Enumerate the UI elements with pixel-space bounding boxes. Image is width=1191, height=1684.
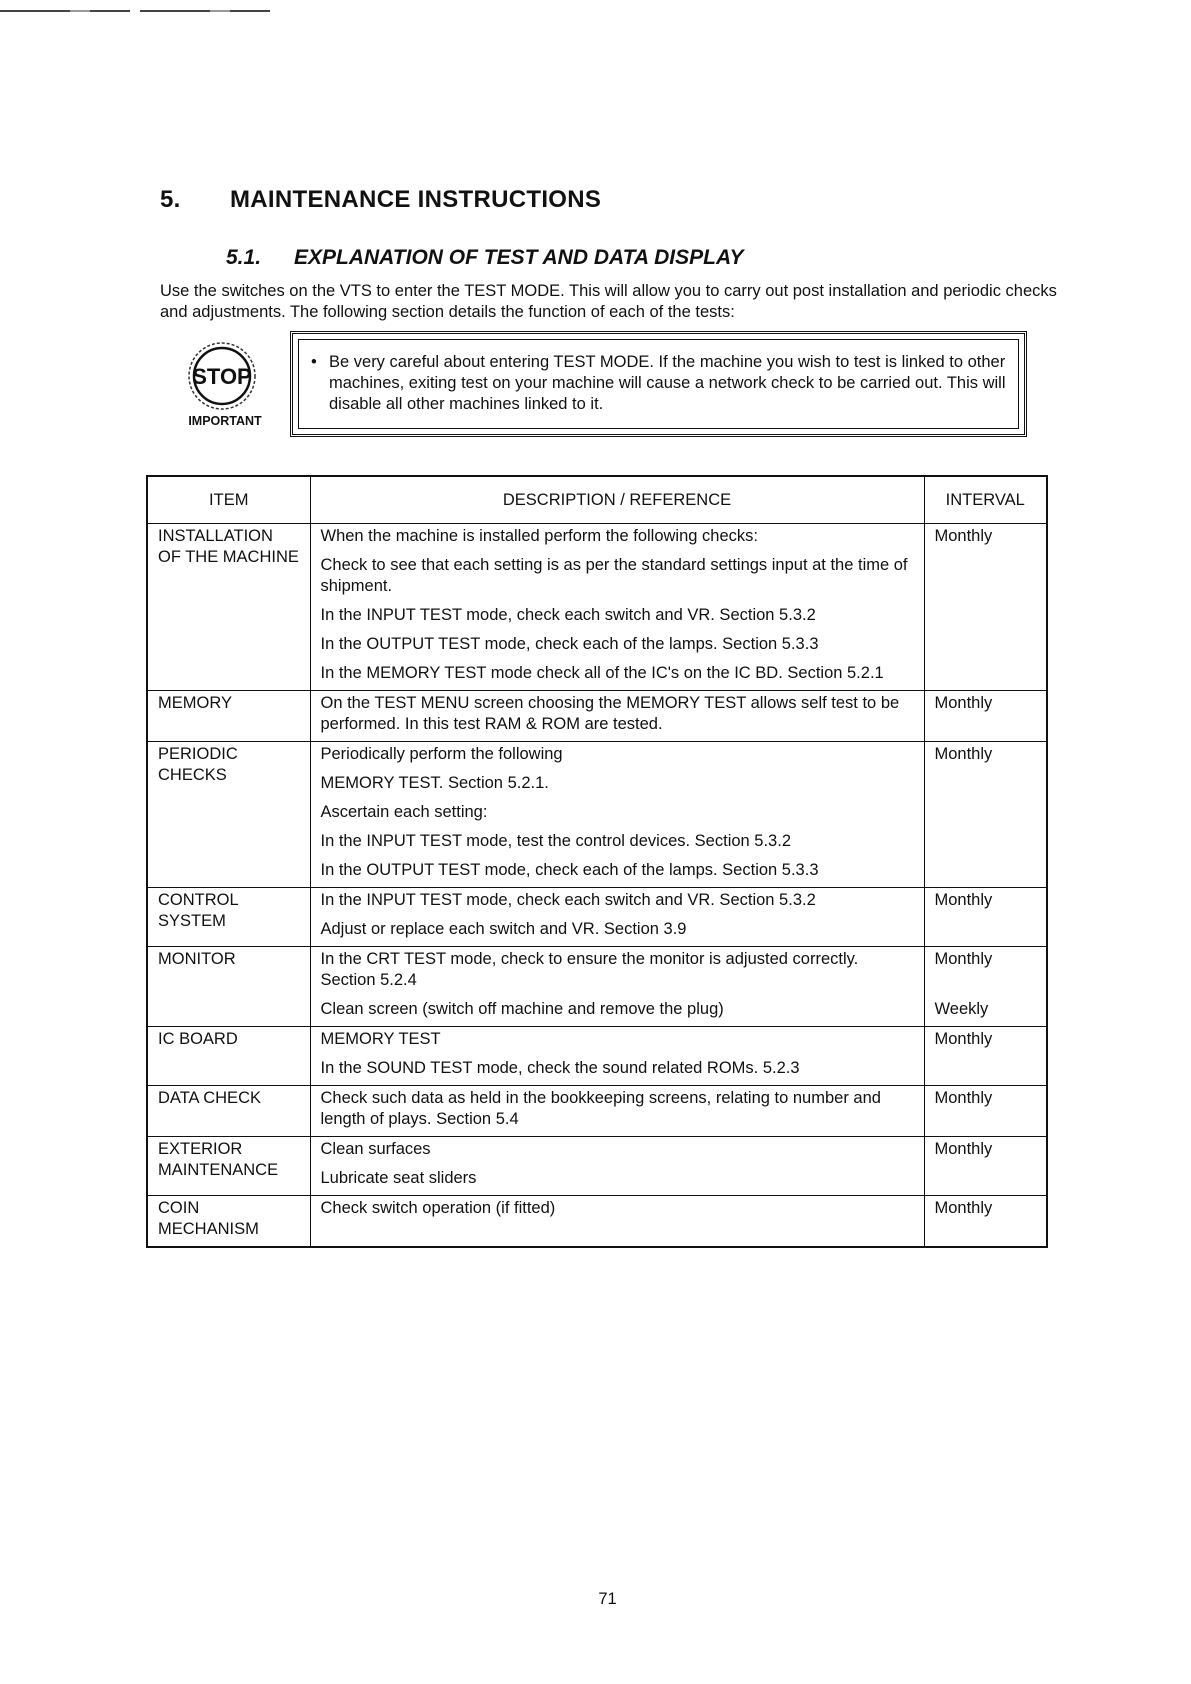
stop-sign-icon bbox=[186, 340, 258, 412]
item-cell: IC BOARD bbox=[147, 1027, 310, 1086]
description-line: In the CRT TEST mode, check to ensure the monitor is adjusted correctly. Section 5.2.4 bbox=[320, 950, 859, 989]
table-body bbox=[147, 524, 1047, 1248]
interval-value: Weekly bbox=[934, 1000, 989, 1018]
description-line: In the MEMORY TEST mode check all of the IC's on the IC BD. Section 5.2.1 bbox=[320, 664, 884, 682]
scan-artifact-line bbox=[0, 10, 270, 12]
description-line: Clean screen (switch off machine and remove the plug) bbox=[320, 1000, 724, 1018]
description-line: Adjust or replace each switch and VR. Section 3.9 bbox=[320, 920, 687, 938]
header-item: ITEM bbox=[147, 476, 310, 524]
table-row bbox=[147, 742, 1047, 888]
description-line: In the INPUT TEST mode, check each switch and VR. Section 5.3.2 bbox=[320, 606, 816, 624]
item-cell: MEMORY bbox=[147, 691, 310, 742]
intro-paragraph: Use the switches on the VTS to enter the TEST MODE. This will allow you to carry out post installation and periodic checks and adjustments. The following section details the function of each of the tests: bbox=[160, 282, 1057, 321]
maintenance-table bbox=[146, 475, 1048, 1248]
interval-value: Monthly bbox=[934, 745, 993, 763]
description-line: Check switch operation (if fitted) bbox=[320, 1199, 556, 1217]
description-line: MEMORY TEST bbox=[320, 1030, 441, 1048]
notice-list bbox=[307, 352, 1010, 415]
page-number: 71 bbox=[598, 1590, 617, 1608]
interval-cell bbox=[924, 888, 1047, 947]
description-cell bbox=[310, 888, 924, 947]
description-line: Check to see that each setting is as per the standard settings input at the time of shipment. bbox=[320, 556, 908, 595]
header-interval: INTERVAL bbox=[924, 476, 1047, 524]
interval-cell bbox=[924, 742, 1047, 888]
notice-text: Be very careful about entering TEST MODE. If the machine you wish to test is linked to other machines, exiting test on your machine will cause a network check to be carried out. This will disable all other machines linked to it. bbox=[329, 353, 1006, 413]
stop-sign-text: STOP bbox=[192, 364, 252, 389]
description-cell bbox=[310, 742, 924, 888]
interval-cell bbox=[924, 1086, 1047, 1137]
description-cell bbox=[310, 524, 924, 691]
table-row bbox=[147, 1137, 1047, 1196]
table-row bbox=[147, 947, 1047, 1027]
subsection-number: 5.1. bbox=[226, 246, 262, 269]
interval-value: Monthly bbox=[934, 1030, 993, 1048]
bullet-icon: • bbox=[311, 353, 317, 371]
item-cell: PERIODIC CHECKS bbox=[147, 742, 310, 888]
item-cell: INSTALLATION OF THE MACHINE bbox=[147, 524, 310, 691]
description-cell bbox=[310, 1086, 924, 1137]
interval-value: Monthly bbox=[934, 527, 993, 545]
description-line: In the INPUT TEST mode, test the control devices. Section 5.3.2 bbox=[320, 832, 791, 850]
table-row bbox=[147, 1196, 1047, 1248]
item-cell: CONTROL SYSTEM bbox=[147, 888, 310, 947]
description-line: Ascertain each setting: bbox=[320, 803, 488, 821]
description-cell bbox=[310, 1137, 924, 1196]
important-stop-badge bbox=[172, 340, 278, 440]
interval-value: Monthly bbox=[934, 1140, 993, 1158]
interval-cell bbox=[924, 691, 1047, 742]
description-line: Periodically perform the following bbox=[320, 745, 563, 763]
table-row bbox=[147, 691, 1047, 742]
section-heading bbox=[160, 186, 601, 214]
subsection-heading bbox=[226, 246, 744, 270]
section-title: MAINTENANCE INSTRUCTIONS bbox=[230, 186, 602, 213]
notice-item bbox=[307, 352, 1010, 415]
subsection-title: EXPLANATION OF TEST AND DATA DISPLAY bbox=[294, 246, 744, 269]
header-description: DESCRIPTION / REFERENCE bbox=[310, 476, 924, 524]
table-row bbox=[147, 524, 1047, 691]
description-cell bbox=[310, 1027, 924, 1086]
description-line: Lubricate seat sliders bbox=[320, 1169, 477, 1187]
section-number: 5. bbox=[160, 186, 181, 213]
interval-value: Monthly bbox=[934, 1089, 993, 1107]
description-line: In the OUTPUT TEST mode, check each of the lamps. Section 5.3.3 bbox=[320, 635, 819, 653]
item-cell: MONITOR bbox=[147, 947, 310, 1027]
table-header-row bbox=[147, 476, 1047, 524]
description-line: In the SOUND TEST mode, check the sound related ROMs. 5.2.3 bbox=[320, 1059, 800, 1077]
description-line: In the INPUT TEST mode, check each switch and VR. Section 5.3.2 bbox=[320, 891, 816, 909]
description-line: Check such data as held in the bookkeeping screens, relating to number and length of plays. Section 5.4 bbox=[320, 1089, 881, 1128]
table-row bbox=[147, 888, 1047, 947]
interval-value: Monthly bbox=[934, 891, 993, 909]
table-row bbox=[147, 1086, 1047, 1137]
item-cell: COIN MECHANISM bbox=[147, 1196, 310, 1248]
interval-value: Monthly bbox=[934, 1199, 993, 1217]
description-cell bbox=[310, 691, 924, 742]
description-cell bbox=[310, 1196, 924, 1248]
interval-cell bbox=[924, 1027, 1047, 1086]
description-line: When the machine is installed perform the following checks: bbox=[320, 527, 758, 545]
interval-cell bbox=[924, 1196, 1047, 1248]
item-cell: DATA CHECK bbox=[147, 1086, 310, 1137]
important-label: IMPORTANT bbox=[188, 414, 262, 428]
description-cell bbox=[310, 947, 924, 1027]
interval-value: Monthly bbox=[934, 950, 993, 968]
description-line: MEMORY TEST. Section 5.2.1. bbox=[320, 774, 549, 792]
item-cell: EXTERIOR MAINTENANCE bbox=[147, 1137, 310, 1196]
description-line: On the TEST MENU screen choosing the MEMORY TEST allows self test to be performed. In this test RAM & ROM are tested. bbox=[320, 694, 900, 733]
interval-cell bbox=[924, 1137, 1047, 1196]
interval-cell bbox=[924, 947, 1047, 1027]
interval-cell bbox=[924, 524, 1047, 691]
table-row bbox=[147, 1027, 1047, 1086]
description-line: Clean surfaces bbox=[320, 1140, 431, 1158]
important-notice-box bbox=[290, 331, 1027, 437]
interval-value: Monthly bbox=[934, 694, 993, 712]
description-line: In the OUTPUT TEST mode, check each of the lamps. Section 5.3.3 bbox=[320, 861, 819, 879]
